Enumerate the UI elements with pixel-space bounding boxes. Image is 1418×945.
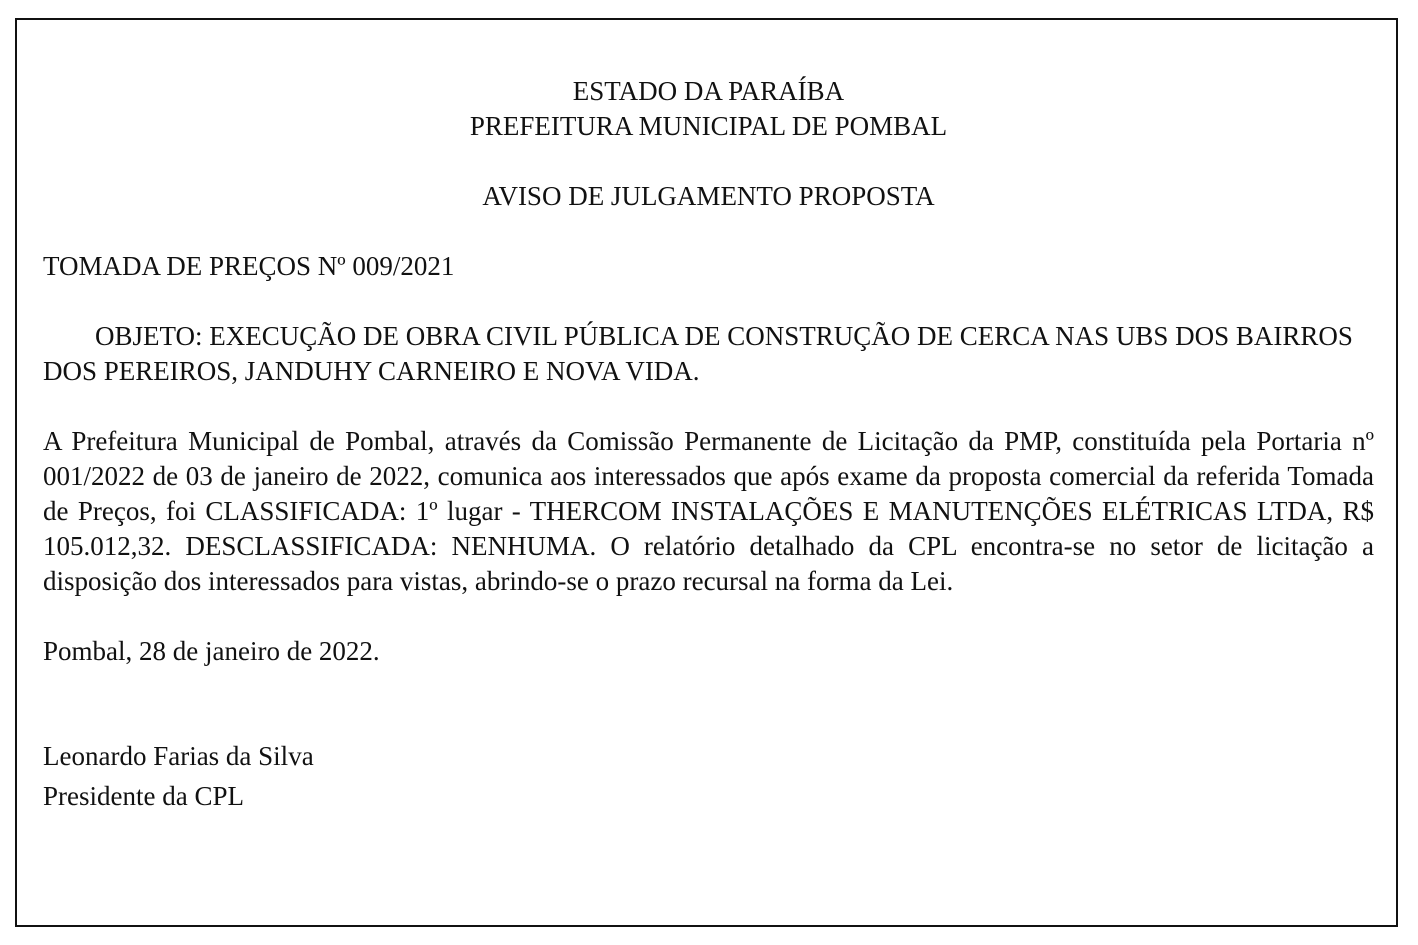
tender-object: OBJETO: EXECUÇÃO DE OBRA CIVIL PÚBLICA DE CONSTRUÇÃO DE CERCA NAS UBS DOS BAIRROS DOS PEREIROS, JANDUHY CARNEIRO E NOVA VIDA. — [43, 321, 1353, 386]
signatory-name: Leonardo Farias da Silva — [43, 741, 314, 771]
state-heading: ESTADO DA PARAÍBA — [572, 76, 845, 106]
notice-content — [43, 74, 1374, 814]
tender-reference: TOMADA DE PREÇOS Nº 009/2021 — [43, 251, 455, 281]
municipality-heading: PREFEITURA MUNICIPAL DE POMBAL — [469, 111, 948, 141]
notice-title: AVISO DE JULGAMENTO PROPOSTA — [482, 181, 935, 211]
signatory-role: Presidente da CPL — [43, 781, 244, 811]
notice-body: A Prefeitura Municipal de Pombal, através da Comissão Permanente de Licitação da PMP, constituída pela Portaria nº 001/2022 de 03 de janeiro de 2022, comunica aos interessados que após exame da proposta comercial da referida Tomada de Preços, foi CLASSIFICADA: 1º lugar - THERCOM INSTALAÇÕES E MANUTENÇÕES ELÉTRICAS LTDA, R$ 105.012,32. DESCLASSIFICADA: NENHUMA. O relatório detalhado da CPL encontra-se no setor de licitação a disposição dos interessados para vistas, abrindo-se o prazo recursal na forma da Lei. — [43, 426, 1374, 596]
place-date: Pombal, 28 de janeiro de 2022. — [43, 636, 380, 666]
